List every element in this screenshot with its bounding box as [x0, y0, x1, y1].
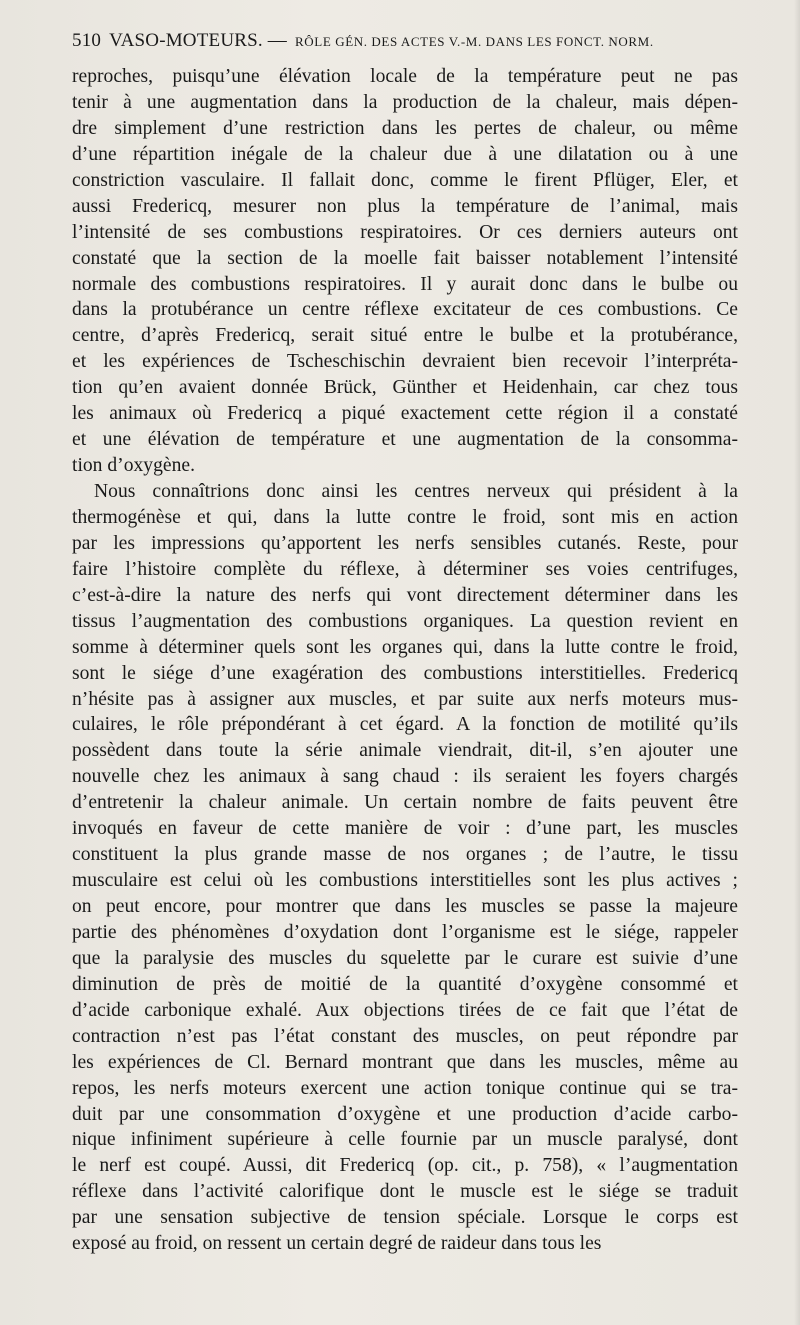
text-line: par les impressions qu’apportent les nerfs sensibles cutanés. Reste, pour	[72, 532, 738, 554]
text-line: par une sensation subjective de tension spéciale. Lorsque le corps est	[72, 1207, 738, 1229]
body-text	[72, 64, 738, 1257]
text-line: et les expériences de Tscheschischin devraient bien recevoir l’interpréta-	[72, 351, 738, 373]
text-line: d’une répartition inégale de la chaleur due à une dilatation ou à une	[72, 143, 738, 165]
text-line: les expériences de Cl. Bernard montrant que dans les muscles, même au	[72, 1051, 738, 1073]
page-edge-shadow	[794, 0, 800, 1325]
text-line: repos, les nerfs moteurs exercent une action tonique continue qui se tra-	[72, 1077, 738, 1099]
text-line: constaté que la section de la moelle fait baisser notablement l’intensité	[72, 247, 738, 269]
text-line: tion qu’en avaient donnée Brück, Günther et Heidenhain, car chez tous	[72, 377, 738, 399]
text-line: les animaux où Fredericq a piqué exactement cette région il a constaté	[72, 403, 738, 425]
text-line: culaires, le rôle prépondérant à cet égard. A la fonction de motilité qu’ils	[72, 714, 738, 736]
text-line: tion d’oxygène.	[72, 455, 195, 477]
text-line: somme à déterminer quels sont les organes qui, dans la lutte contre le froid,	[72, 636, 738, 658]
text-line: duit par une consommation d’oxygène et une production d’acide carbo-	[72, 1103, 738, 1125]
text-line: reproches, puisqu’une élévation locale de la température peut ne pas	[72, 66, 738, 87]
text-line: contraction n’est pas l’état constant des muscles, on peut répondre par	[72, 1025, 738, 1047]
text-line: d’acide carbonique exhalé. Aux objections tirées de ce fait que l’état de	[72, 999, 738, 1021]
text-line: c’est-à-dire la nature des nerfs qui vont directement déterminer dans les	[72, 584, 738, 606]
text-line: réflexe dans l’activité calorifique dont le muscle est le siége se traduit	[72, 1181, 738, 1203]
text-line: n’hésite pas à assigner aux muscles, et par suite aux nerfs moteurs mus-	[72, 688, 738, 710]
running-title: VASO-MOTEURS. —	[109, 30, 288, 51]
text-line: faire l’histoire complète du réflexe, à déterminer ses voies centrifuges,	[72, 558, 738, 580]
text-line: l’intensité de ses combustions respiratoires. Or ces derniers auteurs ont	[72, 221, 738, 243]
text-line: tenir à une augmentation dans la production de la chaleur, mais dépen-	[72, 91, 738, 113]
text-line: dre simplement d’une restriction dans les pertes de chaleur, ou même	[72, 117, 738, 139]
text-line: diminution de près de moitié de la quantité d’oxygène consommé et	[72, 973, 738, 995]
section-title: RÔLE GÉN. DES ACTES V.-M. DANS LES FONCT. NORM.	[295, 34, 654, 49]
text-line: thermogénèse et qui, dans la lutte contre le froid, sont mis en action	[72, 506, 738, 528]
text-line: d’entretenir la chaleur animale. Un certain nombre de faits peuvent être	[72, 792, 738, 814]
text-line: possèdent dans toute la série animale viendrait, dit-il, s’en ajouter une	[72, 740, 738, 762]
text-line: le nerf est coupé. Aussi, dit Fredericq (op. cit., p. 758), « l’augmentation	[72, 1155, 738, 1177]
text-line: aussi Fredericq, mesurer non plus la température de l’animal, mais	[72, 195, 738, 217]
text-line: on peut encore, pour montrer que dans les muscles se passe la majeure	[72, 896, 738, 917]
text-line: nouvelle chez les animaux à sang chaud : ils seraient les foyers chargés	[72, 766, 738, 788]
text-line: que la paralysie des muscles du squelette par le curare est suivie d’une	[72, 947, 738, 969]
text-line: dans la protubérance un centre réflexe excitateur de ces combustions. Ce	[72, 299, 738, 321]
text-line: constituent la plus grande masse de nos organes ; de l’autre, le tissu	[72, 844, 738, 866]
text-line: partie des phénomènes d’oxydation dont l’organisme est le siége, rappeler	[72, 921, 738, 943]
text-line: nique infiniment supérieure à celle fournie par un muscle paralysé, dont	[72, 1129, 738, 1151]
text-line: musculaire est celui où les combustions interstitielles sont les plus actives ;	[72, 870, 738, 892]
text-line: Nous connaîtrions donc ainsi les centres nerveux qui président à la	[94, 481, 738, 502]
text-line: constriction vasculaire. Il fallait donc, comme le firent Pflüger, Eler, et	[72, 169, 738, 191]
text-line: sont le siége d’une exagération des combustions interstitielles. Fredericq	[72, 662, 738, 684]
page-number: 510	[72, 30, 102, 51]
text-line: normale des combustions respiratoires. Il y aurait donc dans le bulbe ou	[72, 273, 738, 295]
text-line: centre, d’après Fredericq, serait situé entre le bulbe et la protubérance,	[72, 325, 738, 347]
text-line: invoqués en faveur de cette manière de voir : d’une part, les muscles	[72, 818, 738, 840]
page-header	[72, 30, 740, 52]
text-line: tissus l’augmentation des combustions organiques. La question revient en	[72, 610, 738, 632]
text-line: exposé au froid, on ressent un certain degré de raideur dans tous les	[72, 1233, 602, 1255]
text-line: et une élévation de température et une augmentation de la consomma-	[72, 429, 738, 451]
